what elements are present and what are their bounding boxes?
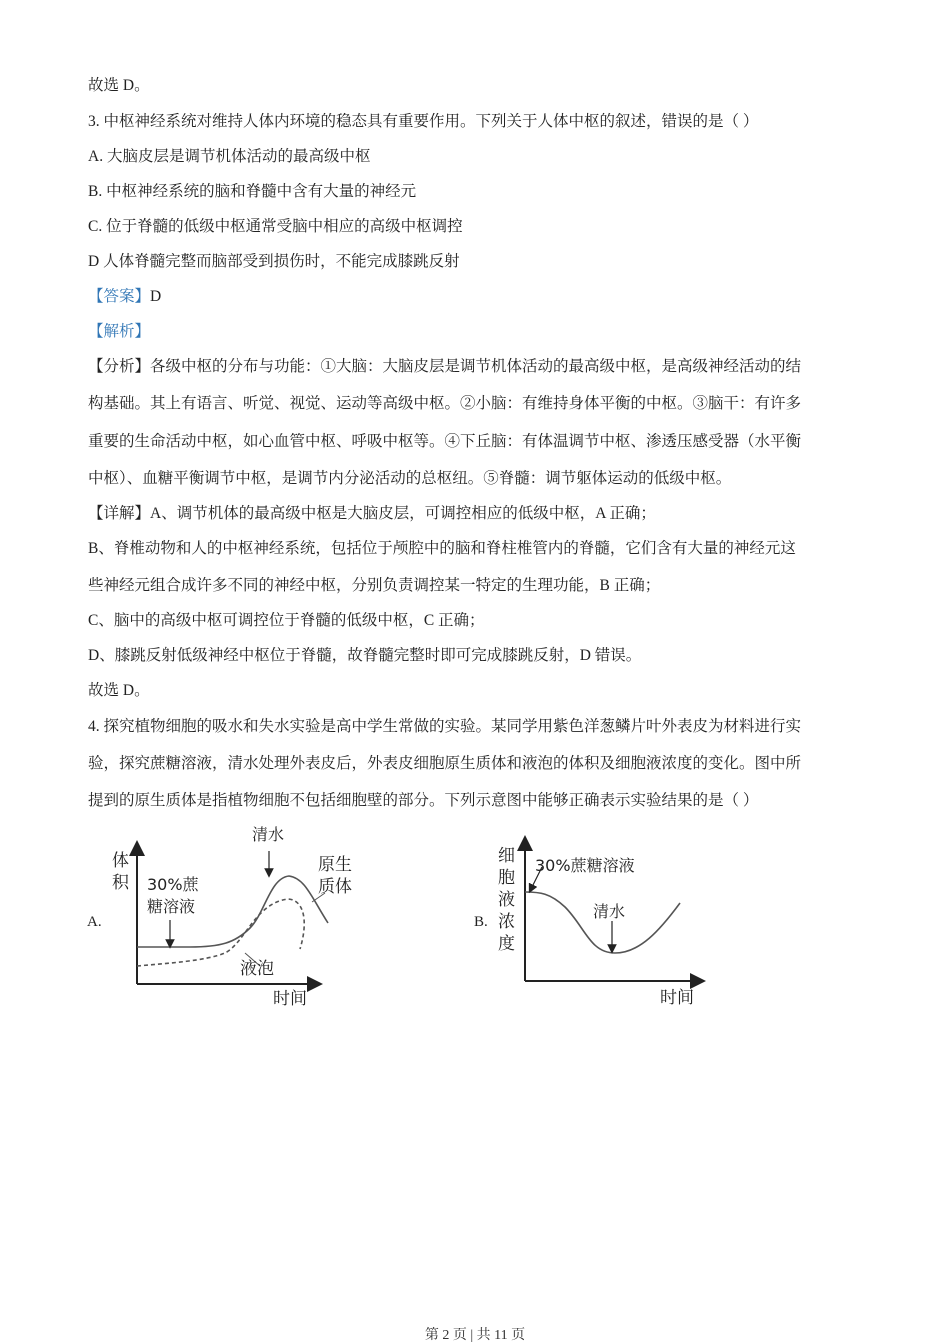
detail-line: D、膝跳反射低级神经中枢位于脊髓，故脊髓完整时即可完成膝跳反射，D 错误。	[88, 647, 642, 664]
water-label: 清水	[593, 902, 626, 921]
question-4-stem: 提到的原生质体是指植物细胞不包括细胞壁的部分。下列示意图中能够正确表示实验结果的是（ ）	[88, 792, 759, 809]
answer-line	[88, 287, 161, 307]
y-axis-label: 积	[112, 873, 129, 893]
y-axis-label: 胞	[498, 868, 515, 888]
solution-label: 糖溶液	[147, 897, 196, 916]
protoplast-label: 质体	[318, 877, 352, 897]
y-axis-label: 体	[112, 851, 129, 871]
option-b: B. 中枢神经系统的脑和脊髓中含有大量的神经元	[88, 183, 417, 200]
figure-b	[490, 835, 710, 1020]
figure-a-option-label: A.	[87, 914, 102, 930]
question-3-stem: 3. 中枢神经系统对维持人体内环境的稳态具有重要作用。下列关于人体中枢的叙述，错误的是（ ）	[88, 113, 759, 130]
answer-value: D	[150, 288, 162, 305]
x-axis-label: 时间	[660, 988, 694, 1008]
solution-label: 30%蔗	[147, 875, 199, 894]
text-line: 故选 D。	[88, 77, 150, 94]
analysis-line: 【分析】各级中枢的分布与功能：①大脑：大脑皮层是调节机体活动的最高级中枢，是高级神经活动的结	[88, 358, 802, 375]
vacuole-label: 液泡	[240, 959, 274, 979]
detail-line: B、脊椎动物和人的中枢神经系统，包括位于颅腔中的脑和脊柱椎管内的脊髓，它们含有大量的神经元这	[88, 540, 796, 557]
question-4-stem: 4. 探究植物细胞的吸水和失水实验是高中学生常做的实验。某同学用紫色洋葱鳞片叶外表皮为材料进行实	[88, 718, 802, 735]
y-axis-label: 细	[498, 846, 515, 866]
water-label: 清水	[252, 825, 285, 844]
option-a: A. 大脑皮层是调节机体活动的最高级中枢	[88, 148, 371, 165]
detail-line: C、脑中的高级中枢可调控位于脊髓的低级中枢，C 正确；	[88, 612, 485, 629]
x-axis-label: 时间	[273, 989, 307, 1009]
solution-label: 30%蔗糖溶液	[535, 856, 635, 875]
y-axis-label: 度	[498, 934, 515, 954]
analysis-line: 构基础。其上有语言、听觉、视觉、运动等高级中枢。②小脑：有维持身体平衡的中枢。③脑干：有许多	[88, 395, 802, 412]
detail-line: 【详解】A、调节机体的最高级中枢是大脑皮层，可调控相应的低级中枢，A 正确；	[88, 505, 656, 522]
option-c: C. 位于脊髓的低级中枢通常受脑中相应的高级中枢调控	[88, 218, 463, 235]
figure-a	[100, 818, 380, 1023]
y-axis-label: 液	[498, 890, 515, 910]
analysis-line: 中枢）、血糖平衡调节中枢，是调节内分泌活动的总枢纽。⑤脊髓：调节躯体运动的低级中枢。	[88, 470, 732, 487]
page-footer: 第 2 页 | 共 11 页	[424, 1328, 526, 1343]
detail-line: 故选 D。	[88, 682, 150, 699]
y-axis-label: 浓	[498, 912, 515, 932]
analysis-line: 重要的生命活动中枢，如心血管中枢、呼吸中枢等。④下丘脑：有体温调节中枢、渗透压感受器（水平衡	[88, 433, 802, 450]
answer-tag: 【答案】	[88, 288, 151, 305]
detail-line: 些神经元组合成许多不同的神经中枢，分别负责调控某一特定的生理功能，B 正确；	[88, 577, 661, 594]
question-4-stem: 验，探究蔗糖溶液，清水处理外表皮后，外表皮细胞原生质体和液泡的体积及细胞液浓度的变化。图中所	[88, 755, 802, 772]
protoplast-label: 原生	[318, 855, 352, 875]
analysis-tag: 【解析】	[88, 323, 151, 340]
option-d: D 人体脊髓完整而脑部受到损伤时，不能完成膝跳反射	[88, 253, 460, 270]
figure-b-option-label: B.	[474, 914, 488, 930]
